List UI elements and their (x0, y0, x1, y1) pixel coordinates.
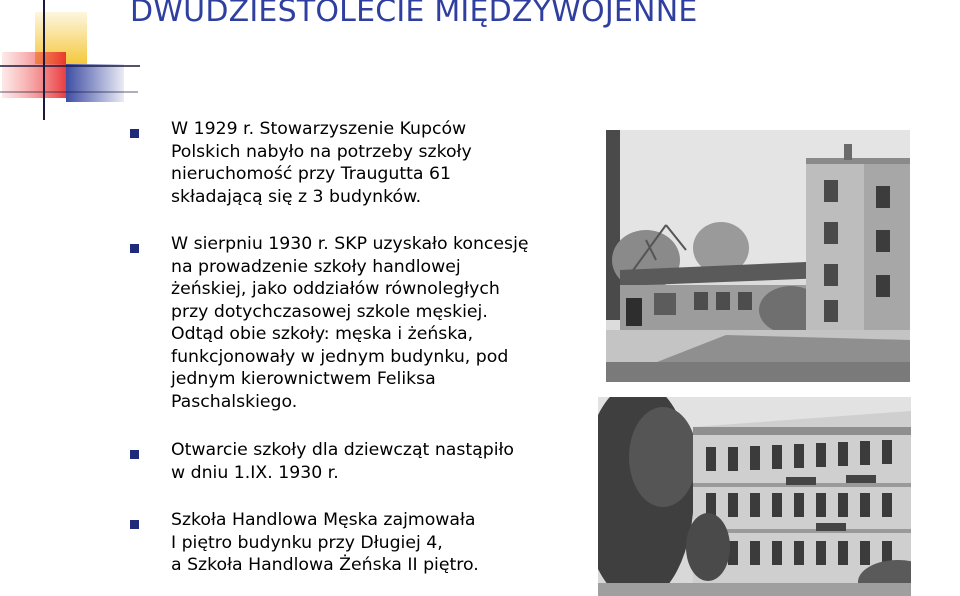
bullet-list (128, 118, 558, 577)
bullet-text: W sierpniu 1930 r. SKP uzyskało koncesję na prowadzenie szkoły handlowej żeńskiej, jako oddziałów równoległych przy dotychczasowej szkole męskiej. Odtąd obie szkoły: męska i żeńska, funkcjonowały w jednym budynku, pod jednym kierownictwem Feliksa Paschalskiego. (171, 234, 529, 412)
corner-decoration (0, 0, 140, 120)
bullet-text: W 1929 r. Stowarzyszenie Kupców Polskich nabyło na potrzeby szkoły nieruchomość przy Traugutta 61 składającą się z 3 budynków. (171, 119, 472, 207)
bullet-square-icon (130, 244, 139, 253)
bullet-item (128, 233, 558, 413)
bullet-item (128, 439, 558, 484)
bullet-square-icon (130, 520, 139, 529)
photo-school-building-street (598, 397, 911, 596)
bullet-item (128, 509, 558, 577)
bullet-square-icon (130, 450, 139, 459)
bullet-text: Szkoła Handlowa Męska zajmowała I piętro budynku przy Długiej 4, a Szkoła Handlowa Żeńska II piętro. (171, 510, 479, 575)
photo-courtyard-buildings (606, 130, 910, 382)
bullet-text: Otwarcie szkoły dla dziewcząt nastąpiło w dniu 1.IX. 1930 r. (171, 440, 514, 483)
bullet-item (128, 118, 558, 208)
blue-square (66, 64, 124, 102)
bullet-square-icon (130, 129, 139, 138)
slide-title: DWUDZIESTOLECIE MIĘDZYWOJENNE (130, 0, 698, 29)
red-square (2, 52, 66, 98)
